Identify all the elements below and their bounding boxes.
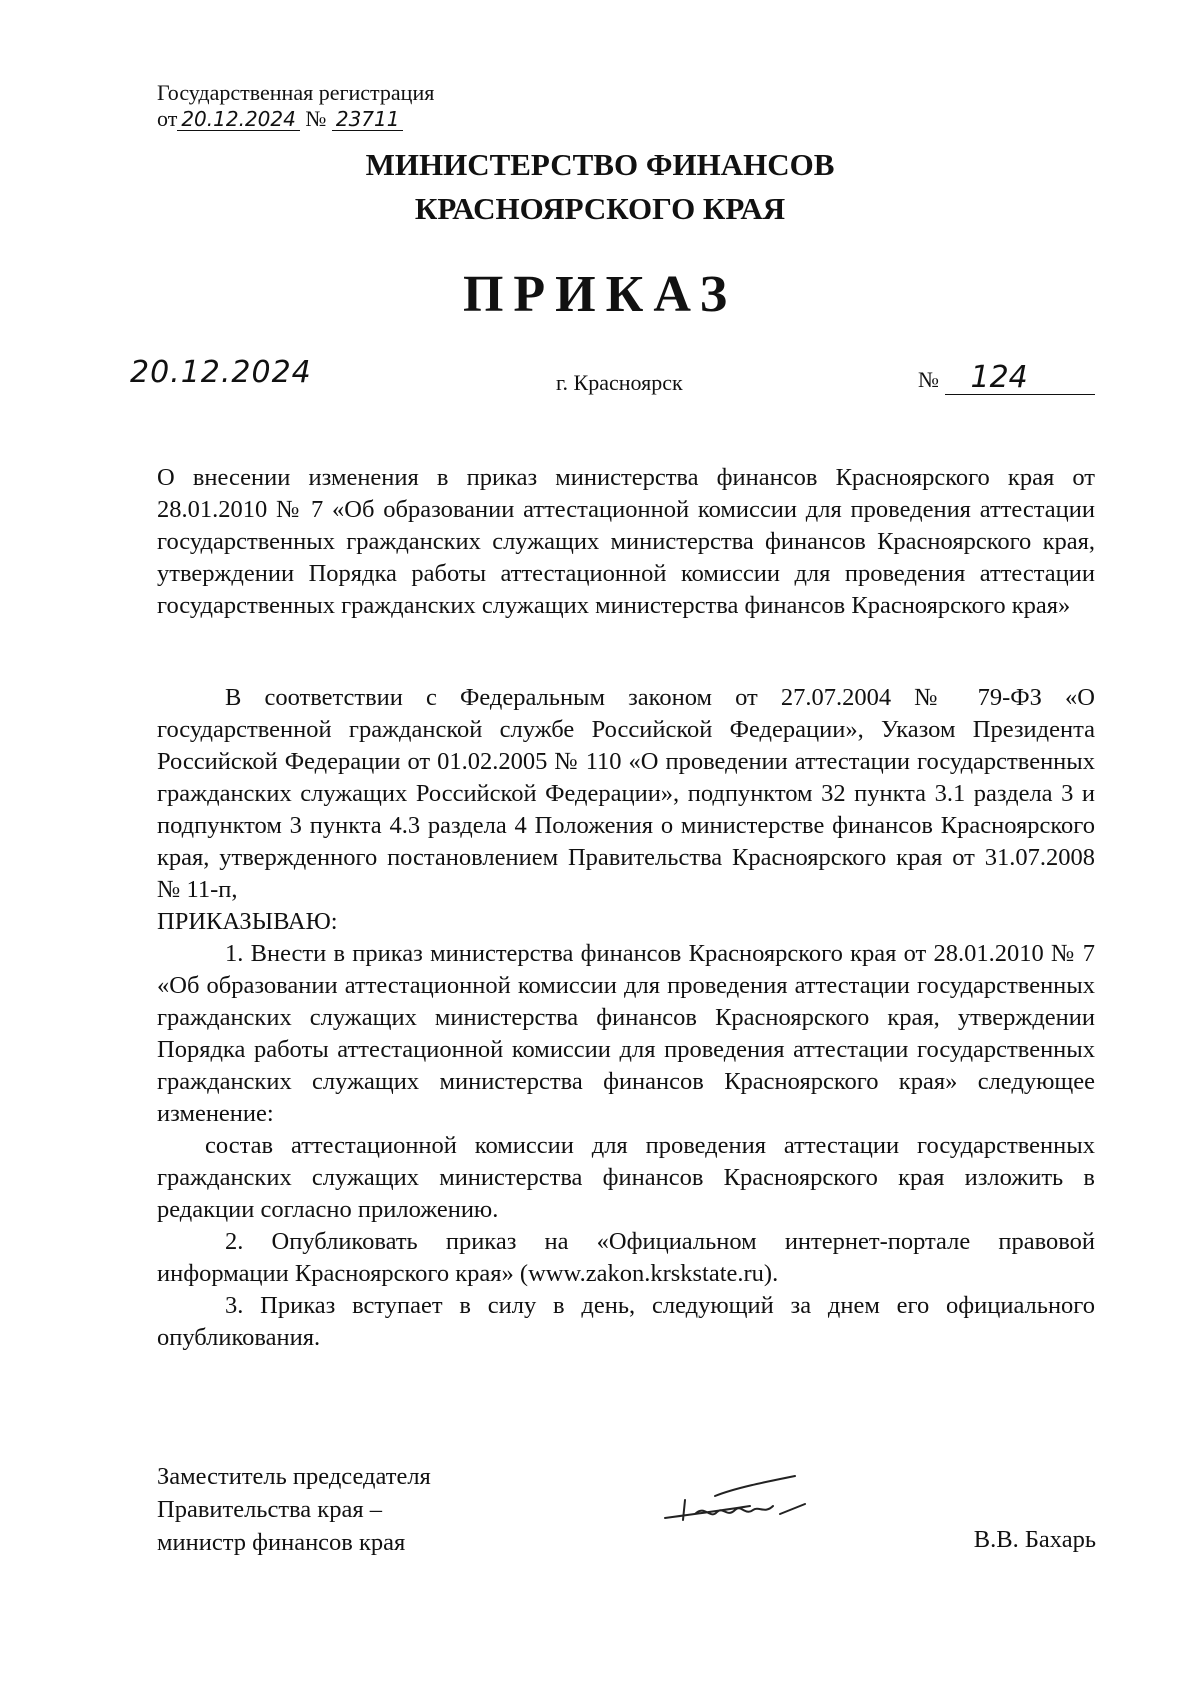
item-1-paragraph: 1. Внести в приказ министерства финансов Красноярского края от 28.01.2010 № 7 «Об образовании аттестационной комиссии для проведения аттестации государственных гражданских служащих министерства финансов Красноярского края, утверждении Порядка работы аттестационной комиссии для проведения аттестации государственных гражданских служащих министерства финансов Красноярского края» следующее изменение: (157, 940, 1095, 1127)
registration-title: Государственная регистрация (157, 80, 435, 105)
preamble-paragraph: В соответствии с Федеральным законом от 27.07.2004 № 79-ФЗ «О государственной гражданской службе Российской Федерации», Указом Президента Российской Федерации от 01.02.2005 № 110 «О проведении аттестации государственных гражданских служащих Российской Федерации», подпунктом 32 пункта 3.1 раздела 3 и подпунктом 3 пункта 4.3 раздела 4 Положения о министерстве финансов Красноярского края, утвержденного постановлением Правительства Красноярского края от 31.07.2008 № 11-п, (157, 684, 1095, 903)
registration-date-handwritten: 20.12.2024 (177, 108, 300, 131)
item-2-paragraph: 2. Опубликовать приказ на «Официальном интернет-портале правовой информации Красноярского края» (www.zakon.krskstate.ru). (157, 1228, 1095, 1287)
order-date-handwritten: 20.12.2024 (130, 355, 312, 390)
order-number-label: № (918, 367, 939, 392)
signature-title-line2: Правительства края – (157, 1496, 382, 1523)
order-subject-text: О внесении изменения в приказ министерства финансов Красноярского края от 28.01.2010 № 7 «Об образовании аттестационной комиссии для проведения аттестации государственных гражданских служащих министерства финансов Красноярского края, утверждении Порядка работы аттестационной комиссии для проведения аттестации государственных гражданских служащих министерства финансов Красноярского края» (157, 464, 1095, 619)
ministry-name-line1: МИНИСТЕРСТВО ФИНАНСОВ (365, 147, 835, 182)
registration-number-label: № (305, 106, 327, 131)
registration-stamp (157, 80, 434, 132)
item-1-subparagraph: состав аттестационной комиссии для проведения аттестации государственных гражданских служащих министерства финансов Красноярского края изложить в редакции согласно приложению. (157, 1132, 1095, 1223)
signature-title-line3: министр финансов края (157, 1529, 406, 1556)
order-subject (157, 462, 1095, 622)
order-number (918, 362, 1095, 395)
signature-title-line1: Заместитель председателя (157, 1463, 431, 1490)
registration-line (157, 106, 434, 132)
order-directive-word: ПРИКАЗЫВАЮ: (157, 908, 338, 935)
document-type-title: ПРИКАЗ (462, 266, 738, 323)
ministry-name-line2: КРАСНОЯРСКОГО КРАЯ (414, 191, 786, 226)
signature-title (157, 1460, 431, 1559)
signer-name: В.В. Бахарь (973, 1526, 1096, 1553)
order-city: г. Красноярск (556, 370, 683, 395)
registration-from-label: от (157, 106, 178, 131)
order-number-handwritten: 124 (945, 362, 1095, 395)
handwritten-signature-icon (655, 1470, 855, 1540)
ministry-header (0, 143, 1200, 231)
order-body (157, 682, 1095, 1354)
registration-number-handwritten: 23711 (332, 108, 404, 131)
item-3-paragraph: 3. Приказ вступает в силу в день, следующий за днем его официального опубликования. (157, 1292, 1095, 1351)
